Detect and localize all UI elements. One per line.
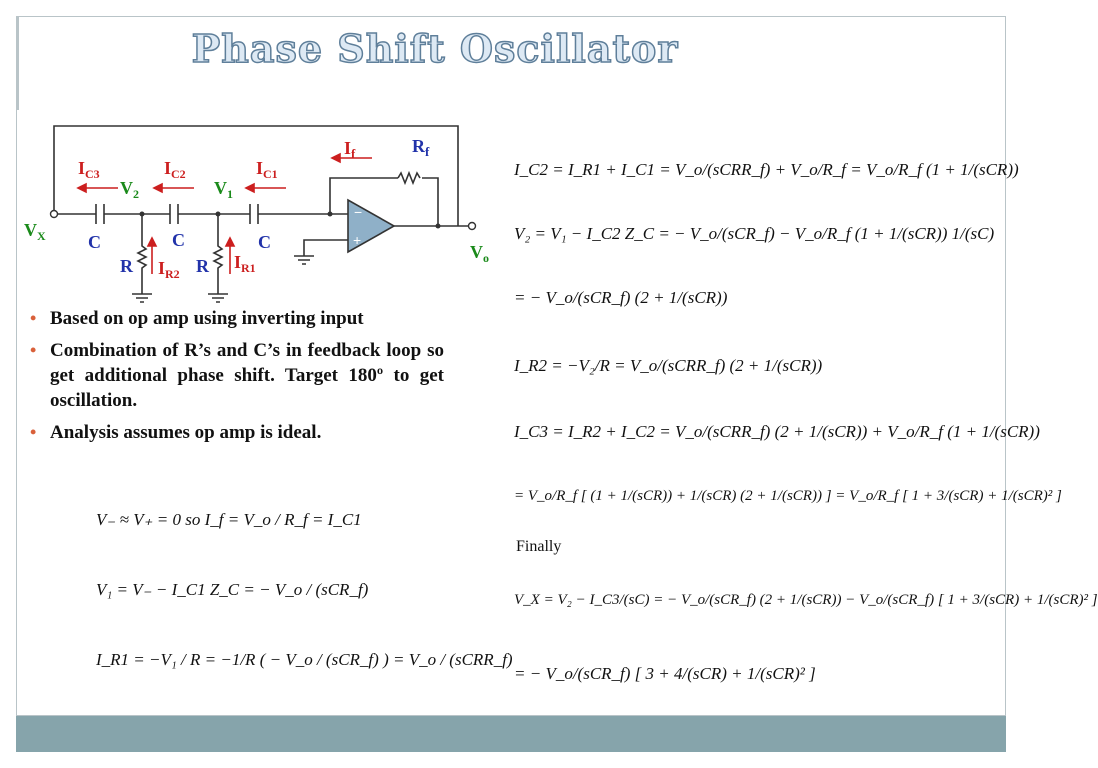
resistor-r2 <box>138 214 146 294</box>
label-vo: $V_o$ <box>470 242 489 265</box>
noninverting-ground-wire <box>304 240 348 256</box>
finally-label: Finally <box>516 538 562 555</box>
slide-title: Phase Shift Oscillator <box>191 26 679 71</box>
label-r1: R <box>196 256 209 276</box>
label-c3: C <box>88 232 101 252</box>
label-ir1: $I_{R1}$ <box>234 252 256 275</box>
equation-v1: V₁ = V₋ − I_C1 Z_C = − V_o / (sCR_f) <box>96 580 369 599</box>
rf-resistor <box>398 173 420 183</box>
equation-vx-final: = − V_o/(sCR_f) [ 3 + 4/(sCR) + 1/(sCR)² ] <box>514 664 816 683</box>
node-inverting <box>328 212 333 217</box>
label-v2: $V_2$ <box>120 178 139 201</box>
bullet-item: • Based on op amp using inverting input <box>24 306 444 331</box>
equation-ir2: I_R2 = −V₂/R = V_o/(sCRR_f) (2 + 1/(sCR)) <box>514 356 823 375</box>
equation-ir1: I_R1 = −V₁ / R = −1/R ( − V_o / (sCR_f) ) = V_o / (sCRR_f) <box>96 650 513 669</box>
vo-terminal <box>469 223 476 230</box>
resistor-r1 <box>214 214 222 294</box>
equation-ic3: I_C3 = I_R2 + I_C2 = V_o/(sCRR_f) (2 + 1/(sCR)) + V_o/R_f (1 + 1/(sCR)) <box>514 422 1040 441</box>
bullet-item: • Combination of R’s and C’s in feedback loop so get additional phase shift. Target 180º to get oscillation. <box>24 338 444 413</box>
equation-vminus-if: V₋ ≈ V₊ = 0 so I_f = V_o / R_f = I_C1 <box>96 510 362 529</box>
rf-wire <box>330 178 438 226</box>
bullet-item: • Analysis assumes op amp is ideal. <box>24 420 444 445</box>
label-ic3: $I_{C3}$ <box>78 158 100 181</box>
circuit-diagram <box>20 118 510 310</box>
label-r2: R <box>120 256 133 276</box>
node-v2 <box>140 212 145 217</box>
label-c1: C <box>258 232 271 252</box>
equation-vx: V_X = V₂ − I_C3/(sC) = − V_o/(sCR_f) (2 + 1/(sCR)) − V_o/(sCR_f) [ 1 + 3/(sCR) + 1/(sCR)² ] <box>514 592 1098 608</box>
label-v1: $V_1$ <box>214 178 233 201</box>
label-ir2: $I_{R2}$ <box>158 258 180 281</box>
equation-v2-simplified: = − V_o/(sCR_f) (2 + 1/(sCR)) <box>514 288 728 307</box>
node-v1 <box>216 212 221 217</box>
label-ic2: $I_{C2}$ <box>164 158 186 181</box>
capacitor-c1 <box>250 204 258 224</box>
opamp-plus-sign: + <box>353 232 362 248</box>
equation-ic2: I_C2 = I_R1 + I_C1 = V_o/(sCRR_f) + V_o/R_f = V_o/R_f (1 + 1/(sCR)) <box>514 160 1019 179</box>
label-rf: $R_f$ <box>412 136 430 159</box>
bullet-list <box>24 306 444 452</box>
opamp-minus-sign: − <box>354 204 363 220</box>
node-output <box>436 224 441 229</box>
equation-ic3-simplified: = V_o/R_f [ (1 + 1/(sCR)) + 1/(sCR) (2 + 1/(sCR)) ] = V_o/R_f [ 1 + 3/(sCR) + 1/(sCR)² ] <box>514 488 1062 504</box>
capacitor-c2 <box>170 204 178 224</box>
equation-v2: V₂ = V₁ − I_C2 Z_C = − V_o/(sCR_f) − V_o/R_f (1 + 1/(sCR)) 1/(sC) <box>514 224 995 243</box>
label-vx: $V_X$ <box>24 220 46 243</box>
label-if: $I_f$ <box>344 138 356 161</box>
footer-band <box>16 716 1006 752</box>
label-c2: C <box>172 230 185 250</box>
label-ic1: $I_{C1}$ <box>256 158 278 181</box>
capacitor-c3 <box>96 204 104 224</box>
vx-terminal <box>51 211 58 218</box>
